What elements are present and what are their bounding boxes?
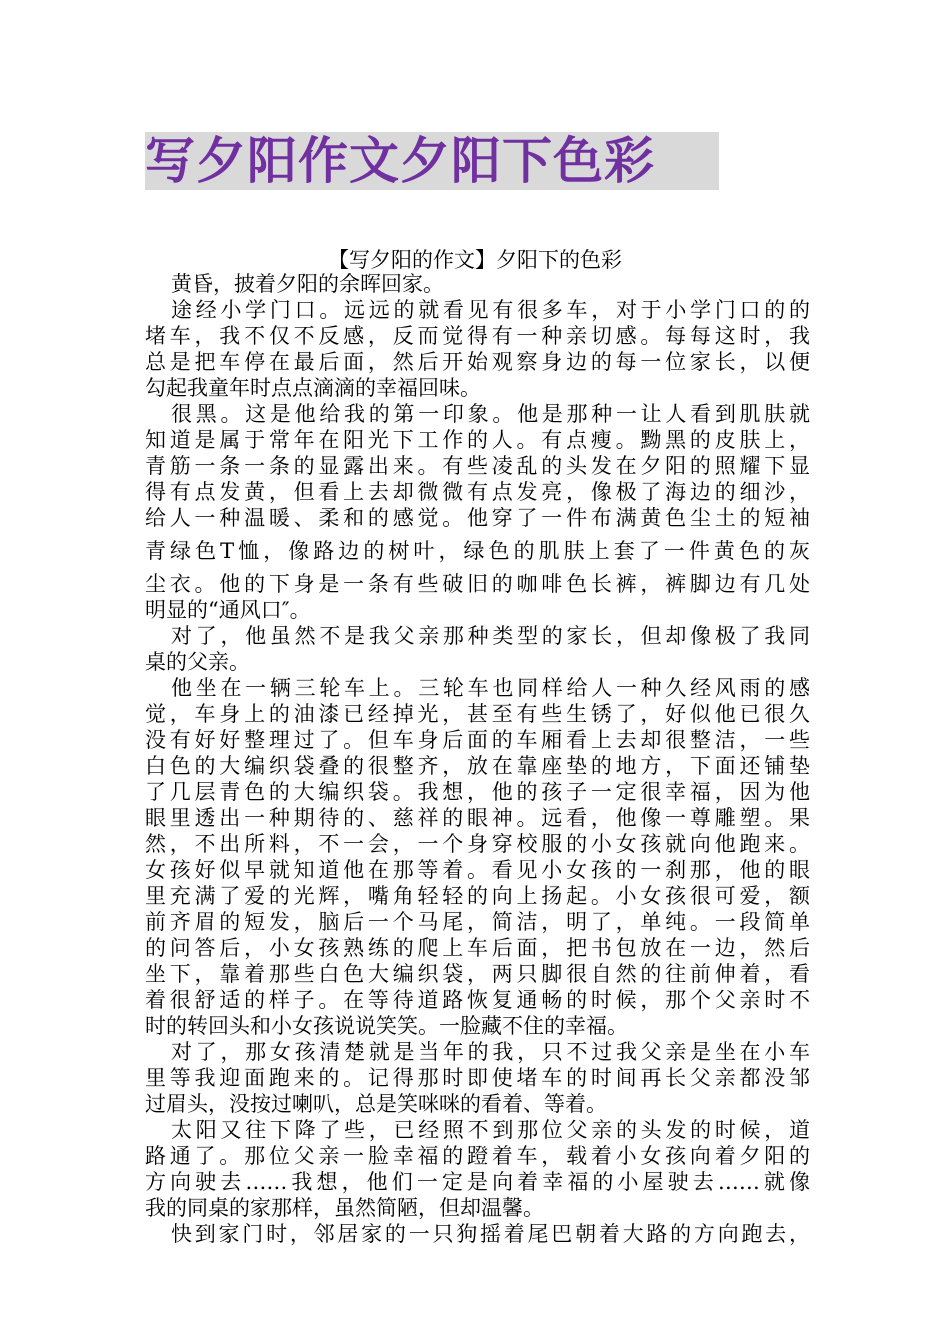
title-highlight (145, 132, 719, 190)
paragraph-line: 总是把车停在最后面，然后开始观察身边的每一位家长，以便 (145, 350, 810, 374)
paragraph-line: 给人一种温暖、柔和的感觉。他穿了一件布满黄色尘土的短袖 (145, 506, 810, 530)
paragraph-line: 坐下，靠着那些白色大编织袋，两只脚很自然的往前伸着，看 (145, 962, 810, 986)
paragraph-line: 青筋一条一条的显露出来。有些凌乱的头发在夕阳的照耀下显 (145, 454, 810, 478)
paragraph-line: 路通了。那位父亲一脸幸福的蹬着车，载着小女孩向着夕阳的 (145, 1144, 810, 1168)
paragraph-line: 尘衣。他的下身是一条有些破旧的咖啡色长裤，裤脚边有几处 (145, 572, 810, 596)
paragraph-line: 快到家门时，邻居家的一只狗摇着尾巴朝着大路的方向跑去， (171, 1222, 810, 1246)
page-title: 写夕阳作文夕阳下色彩 (145, 132, 655, 190)
paragraph-line: 得有点发黄，但看上去却微微有点发亮，像极了海边的细沙， (145, 480, 810, 504)
paragraph-line: 前齐眉的短发，脑后一个马尾，简洁，明了，单纯。一段简单 (145, 910, 810, 934)
paragraph-line: 觉，车身上的油漆已经掉光，甚至有些生锈了，好似他已很久 (145, 702, 810, 726)
paragraph-line: 了几层青色的大编织袋。我想，他的孩子一定很幸福，因为他 (145, 780, 810, 804)
paragraph-line: 明显的“通风口″。 (145, 598, 311, 622)
paragraph-line: 太阳又往下降了些，已经照不到那位父亲的头发的时候，道 (171, 1118, 810, 1142)
paragraph-line: 对了，那女孩清楚就是当年的我，只不过我父亲是坐在小车 (171, 1040, 810, 1064)
paragraph-line: 时的转回头和小女孩说说笑笑。一脸藏不住的幸福。 (145, 1014, 628, 1038)
paragraph-line: 很黑。这是他给我的第一印象。他是那种一让人看到肌肤就 (171, 402, 810, 426)
paragraph-line: 桌的父亲。 (145, 650, 250, 674)
paragraph-line: 没有好好整理过了。但车身后面的车厢看上去却很整洁，一些 (145, 728, 810, 752)
article-subtitle: 【写夕阳的作文】夕阳下的色彩 (328, 248, 622, 272)
paragraph-line: 方向驶去……我想，他们一定是向着幸福的小屋驶去……就像 (145, 1170, 810, 1194)
paragraph-line: 女孩好似早就知道他在那等着。看见小女孩的一刹那，他的眼 (145, 858, 810, 882)
paragraph-line: 然，不出所料，不一会，一个身穿校服的小女孩就向他跑来。 (145, 832, 810, 856)
paragraph-line: 对了，他虽然不是我父亲那种类型的家长，但却像极了我同 (171, 624, 810, 648)
paragraph-line: 知道是属于常年在阳光下工作的人。有点瘦。黝黑的皮肤上， (145, 428, 810, 452)
paragraph-line: 着很舒适的样子。在等待道路恢复通畅的时候，那个父亲时不 (145, 988, 810, 1012)
paragraph-line: 里充满了爱的光辉，嘴角轻轻的向上扬起。小女孩很可爱，额 (145, 884, 810, 908)
paragraph-line: 里等我迎面跑来的。记得那时即使堵车的时间再长父亲都没邹 (145, 1066, 810, 1090)
paragraph-line: 白色的大编织袋叠的很整齐，放在靠座垫的地方，下面还铺垫 (145, 754, 810, 778)
paragraph-line: 他坐在一辆三轮车上。三轮车也同样给人一种久经风雨的感 (171, 676, 810, 700)
paragraph-line: 我的同桌的家那样，虽然简陋，但却温馨。 (145, 1196, 544, 1220)
paragraph-line: 黄昏，披着夕阳的余晖回家。 (171, 272, 444, 296)
paragraph-line: 青绿色T恤，像路边的树叶，绿色的肌肤上套了一件黄色的灰 (145, 539, 810, 563)
paragraph-line: 的问答后，小女孩熟练的爬上车后面，把书包放在一边，然后 (145, 936, 810, 960)
paragraph-line: 过眉头，没按过喇叭，总是笑咪咪的看着、等着。 (145, 1092, 607, 1116)
paragraph-line: 堵车，我不仅不反感，反而觉得有一种亲切感。每每这时，我 (145, 324, 810, 348)
paragraph-line: 勾起我童年时点点滴滴的幸福回味。 (145, 376, 481, 400)
paragraph-line: 途经小学门口。远远的就看见有很多车，对于小学门口的的 (171, 298, 810, 322)
paragraph-line: 眼里透出一种期待的、慈祥的眼神。远看，他像一尊雕塑。果 (145, 806, 810, 830)
